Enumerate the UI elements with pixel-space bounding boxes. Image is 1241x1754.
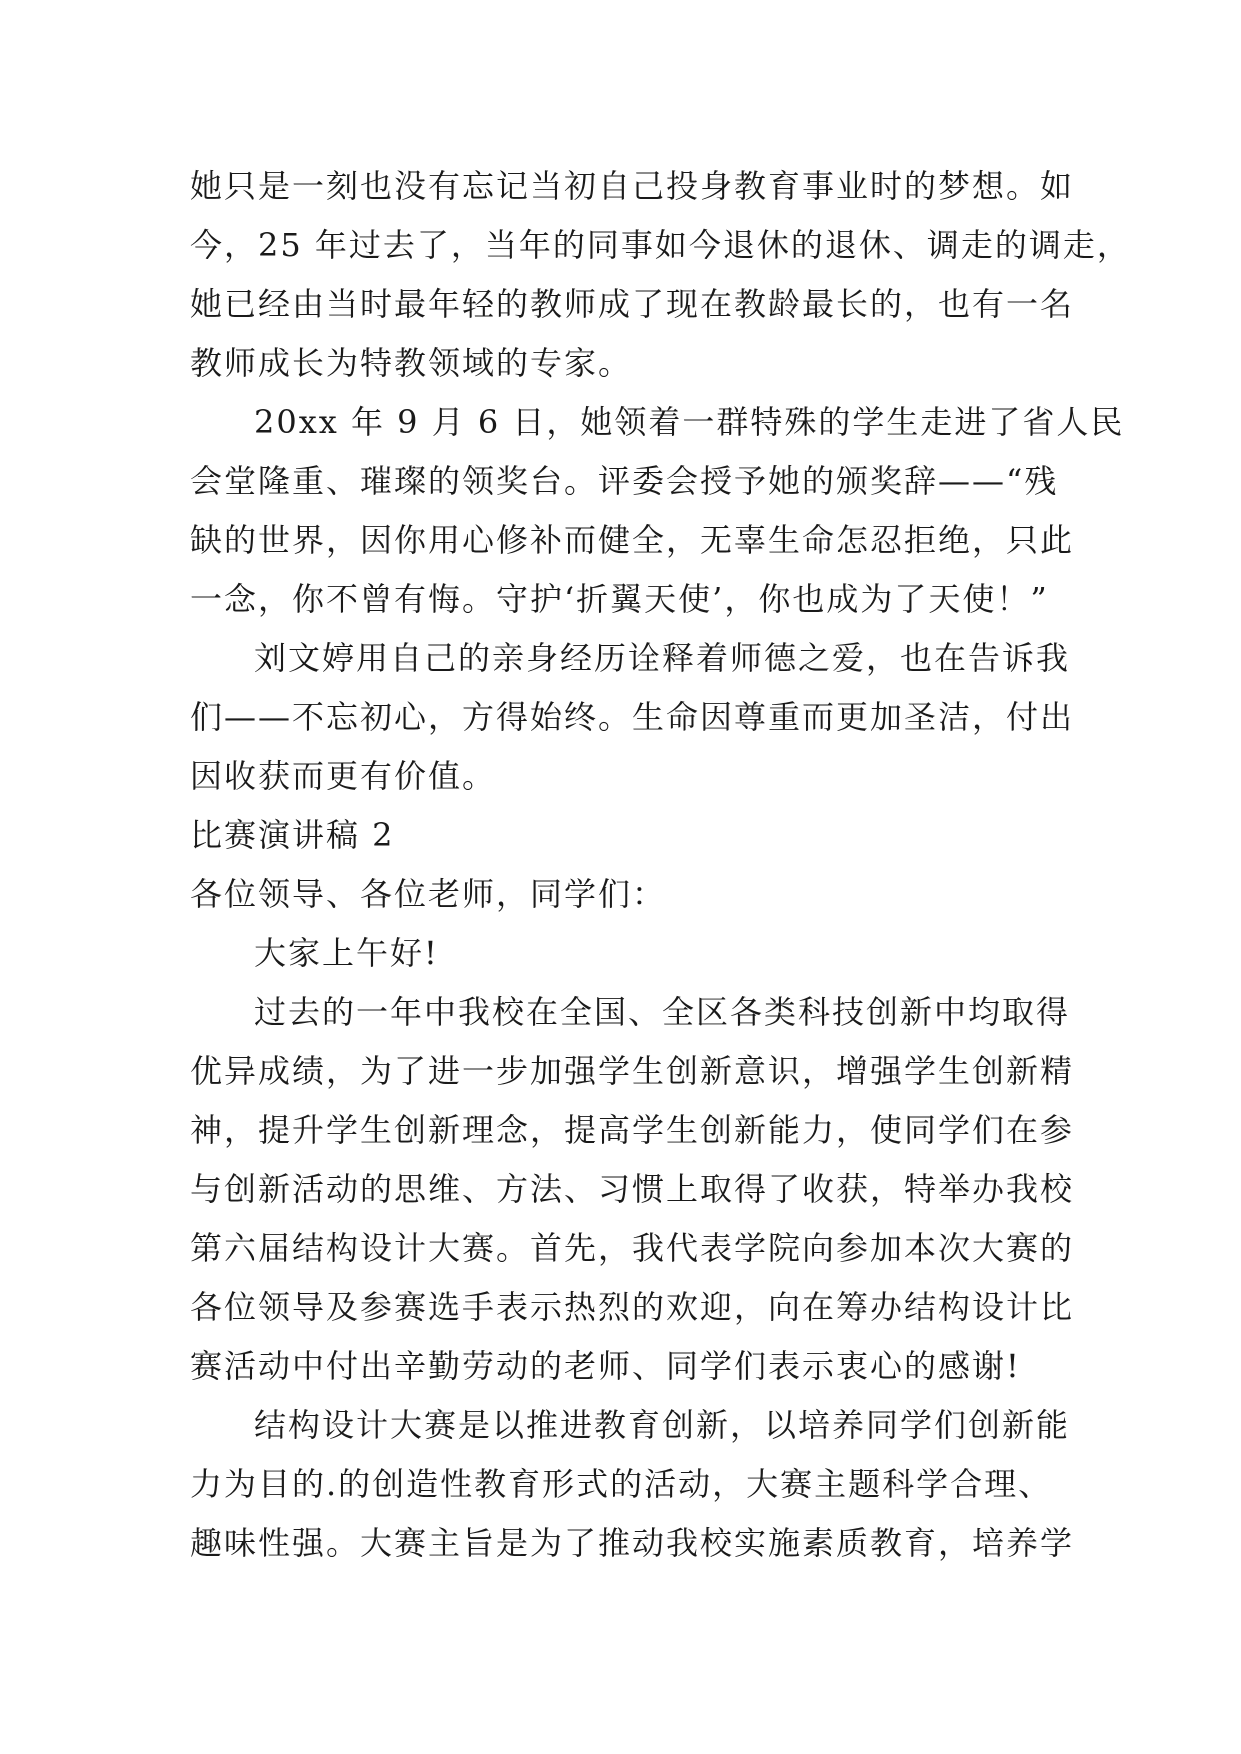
text-line: 教师成长为特教领域的专家。 <box>190 344 633 382</box>
text-line: 力为目的.的创造性教育形式的活动，大赛主题科学合理、 <box>190 1465 1053 1503</box>
text-line: 因收获而更有价值。 <box>190 757 497 795</box>
text-line: 她已经由当时最年轻的教师成了现在教龄最长的，也有一名 <box>190 285 1075 323</box>
text-line: 过去的一年中我校在全国、全区各类科技创新中均取得 <box>254 993 1071 1031</box>
text-line: 缺的世界，因你用心修补而健全，无辜生命怎忍拒绝，只此 <box>190 521 1075 559</box>
text-line: 与创新活动的思维、方法、习惯上取得了收获，特举办我校 <box>190 1170 1075 1208</box>
section-heading: 比赛演讲稿 2 <box>190 816 395 854</box>
text-line: 刘文婷用自己的亲身经历诠释着师德之爱，也在告诉我 <box>254 639 1071 677</box>
salutation: 各位领导、各位老师，同学们： <box>190 875 667 913</box>
text-line: 各位领导及参赛选手表示热烈的欢迎，向在筹办结构设计比 <box>190 1288 1075 1326</box>
text-line: 们——不忘初心，方得始终。生命因尊重而更加圣洁，付出 <box>190 698 1075 736</box>
text-line: 一念，你不曾有悔。守护‘折翼天使’，你也成为了天使！” <box>190 580 1049 618</box>
text-line: 赛活动中付出辛勤劳动的老师、同学们表示衷心的感谢! <box>190 1347 1021 1385</box>
text-line: 优异成绩，为了进一步加强学生创新意识，增强学生创新精 <box>190 1052 1075 1090</box>
text-line: 20xx 年 9 月 6 日，她领着一群特殊的学生走进了省人民 <box>254 403 1125 441</box>
text-line: 神，提升学生创新理念，提高学生创新能力，使同学们在参 <box>190 1111 1075 1149</box>
text-line: 今，25 年过去了，当年的同事如今退休的退休、调走的调走， <box>190 226 1131 264</box>
text-line: 会堂隆重、璀璨的领奖台。评委会授予她的颁奖辞——“残 <box>190 462 1059 500</box>
text-line: 趣味性强。大赛主旨是为了推动我校实施素质教育，培养学 <box>190 1524 1075 1562</box>
greeting: 大家上午好! <box>254 934 439 972</box>
text-line: 结构设计大赛是以推进教育创新，以培养同学们创新能 <box>254 1406 1071 1444</box>
text-line: 她只是一刻也没有忘记当初自己投身教育事业时的梦想。如 <box>190 167 1075 205</box>
text-line: 第六届结构设计大赛。首先，我代表学院向参加本次大赛的 <box>190 1229 1075 1267</box>
